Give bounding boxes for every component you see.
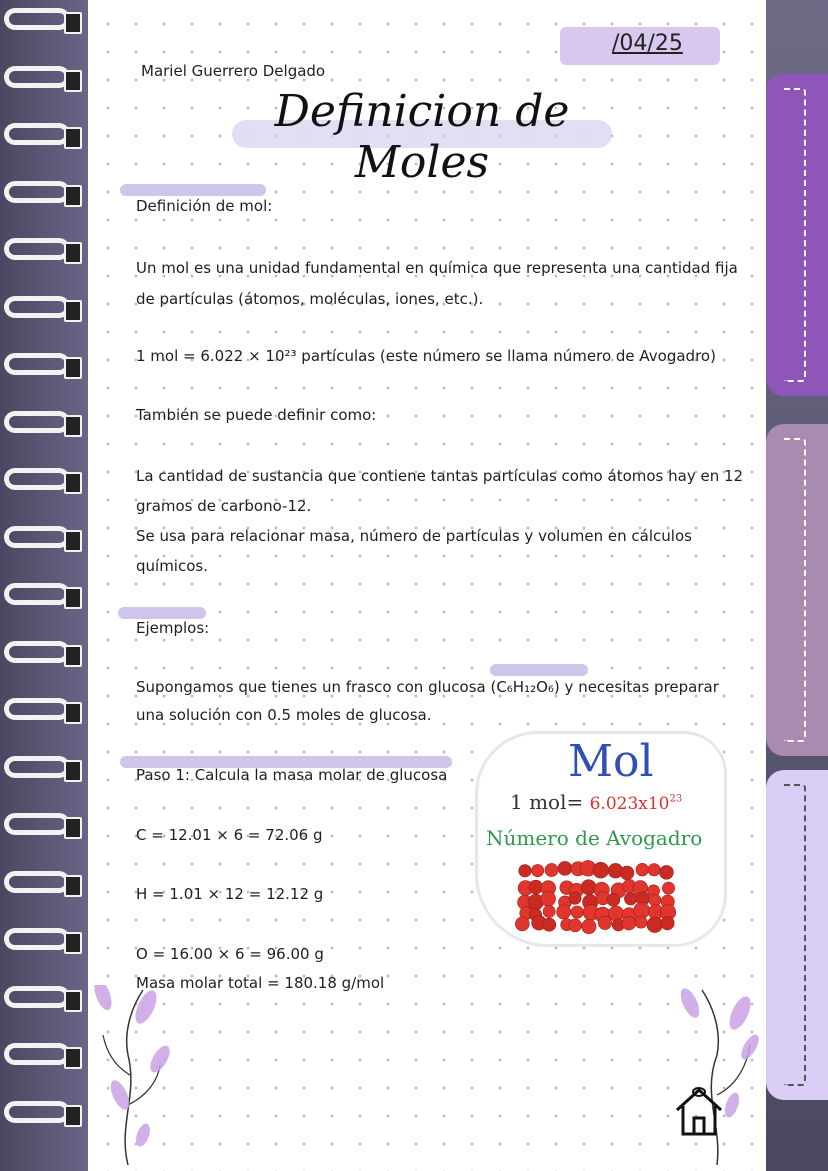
particle (598, 916, 611, 929)
sticker-eq-exp: 23 (669, 793, 683, 805)
particle (557, 905, 571, 919)
spiral-ring (4, 353, 76, 379)
spiral-ring (4, 526, 76, 552)
particle (648, 864, 660, 876)
also-title: También se puede definir como: (136, 406, 377, 424)
date-text: /04/25 (612, 31, 683, 56)
definition-line-1: Un mol es una unidad fundamental en química que representa una cantidad fija (136, 259, 738, 277)
sticker-eq-prefix: 1 mol= (510, 790, 584, 814)
sticker-caption: Número de Avogadro (486, 826, 703, 850)
particle (543, 905, 555, 917)
also-line-2: gramos de carbono-12. (136, 497, 312, 515)
particle (636, 863, 649, 876)
spiral-ring (4, 123, 76, 149)
page-title: Definicion de Moles (274, 86, 570, 188)
section-examples: Ejemplos: (136, 619, 210, 637)
step-1: Paso 1: Calcula la masa molar de glucosa (136, 766, 448, 784)
lavender-flower-icon (662, 985, 762, 1165)
spiral-ring (4, 928, 76, 954)
spiral-ring (4, 756, 76, 782)
spiral-ring (4, 641, 76, 667)
highlight-examples (118, 607, 206, 619)
spiral-ring (4, 296, 76, 322)
particle (541, 891, 556, 906)
particle (662, 882, 674, 894)
spiral-ring (4, 813, 76, 839)
calc-oxygen: O = 16.00 × 6 = 96.00 g (136, 945, 324, 963)
particle (635, 916, 647, 928)
particle (529, 880, 543, 894)
tab-purple[interactable] (766, 74, 828, 396)
spiral-ring (4, 1043, 76, 1069)
particle (647, 917, 663, 933)
example-line-2: una solución con 0.5 moles de glucosa. (136, 706, 432, 724)
spiral-ring (4, 181, 76, 207)
lavender-flower-icon (88, 985, 178, 1165)
home-icon[interactable] (672, 1086, 726, 1138)
spiral-ring (4, 468, 76, 494)
particle (659, 865, 673, 879)
particle (515, 917, 529, 931)
particle (661, 916, 675, 930)
also-line-1: La cantidad de sustancia que contiene tantas partículas como átomos hay en 12 (136, 467, 744, 485)
spiral-ring (4, 66, 76, 92)
spiral-ring (4, 238, 76, 264)
particle (569, 892, 581, 904)
author-name: Mariel Guerrero Delgado (141, 62, 326, 80)
spiral-ring (4, 583, 76, 609)
particle (581, 880, 596, 895)
example-line-1: Supongamos que tienes un frasco con glucosa (C₆H₁₂O₆) y necesitas preparar (136, 678, 719, 696)
spiral-ring (4, 411, 76, 437)
spiral-binding (0, 0, 90, 1171)
particle (593, 862, 609, 878)
particle (582, 919, 596, 933)
spiral-ring (4, 698, 76, 724)
also-line-4: químicos. (136, 557, 208, 575)
spiral-ring (4, 1101, 76, 1127)
sticker-word: Mol (568, 736, 654, 787)
date-label (560, 27, 720, 65)
particle (569, 919, 582, 932)
sticker-eq-value: 6.023x10 (589, 794, 670, 814)
particle (543, 918, 556, 931)
particle (532, 864, 544, 876)
highlight-formula (490, 664, 588, 676)
calc-carbon: C = 12.01 × 6 = 72.06 g (136, 826, 323, 844)
total-molar-mass: Masa molar total = 180.18 g/mol (136, 974, 385, 992)
spiral-ring (4, 8, 76, 34)
also-line-3: Se usa para relacionar masa, número de partículas y volumen en cálculos (136, 527, 692, 545)
tab-lavender[interactable] (766, 770, 828, 1100)
particle (519, 865, 531, 877)
particle (558, 861, 572, 875)
molecule-particles-icon (478, 734, 724, 944)
tab-mauve[interactable] (766, 424, 828, 756)
spiral-ring (4, 986, 76, 1012)
mol-sticker (478, 734, 724, 944)
highlight-def (120, 184, 266, 196)
definition-line-2: de partículas (átomos, moléculas, iones, etc.). (136, 290, 484, 308)
spiral-ring (4, 871, 76, 897)
particle (624, 892, 637, 905)
particle (545, 863, 558, 876)
particle (607, 893, 620, 906)
avogadro-line: 1 mol = 6.022 × 10²³ partículas (este número se llama número de Avogadro) (136, 347, 716, 365)
section-definition: Definición de mol: (136, 197, 273, 215)
calc-hydrogen: H = 1.01 × 12 = 12.12 g (136, 885, 324, 903)
particle (620, 866, 634, 880)
particle (608, 906, 623, 921)
particle (571, 906, 583, 918)
particle (622, 916, 636, 930)
